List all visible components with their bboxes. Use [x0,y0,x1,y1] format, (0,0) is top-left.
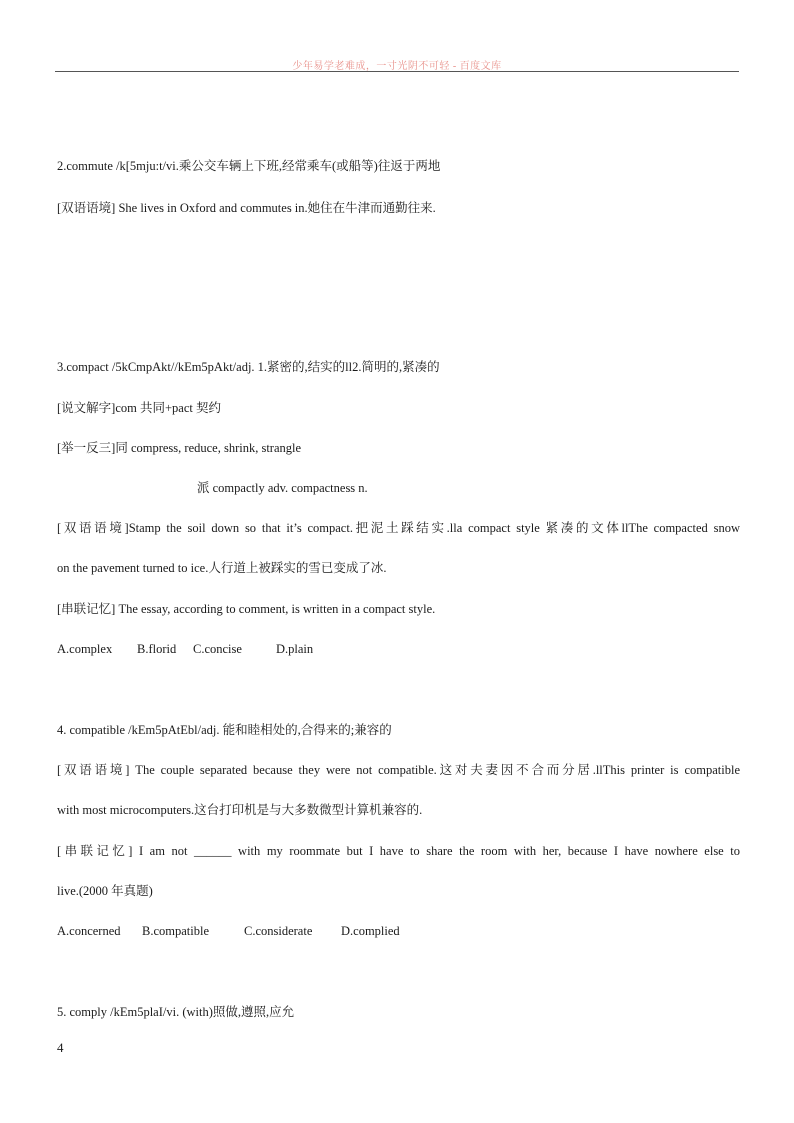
header-divider [55,71,739,72]
entry-headword-compact: 3.compact /5kCmpAkt//kEm5pAkt/adj. 1.紧密的,结实的ll2.简明的,紧凑的 [57,360,440,374]
option-b: B.florid [137,642,177,656]
entry-options-compact [57,641,313,657]
entry-headword-compatible: 4. compatible /kEm5pAtEbl/adj. 能和睦相处的,合得来的;兼容的 [57,723,392,737]
option-a: A.concerned [57,924,121,938]
entry-memory-compatible-1: [串联记忆] I am not ______ with my roommate but I have to share the room with her, because I have nowhere else to [57,844,740,858]
entry-memory-compact: [串联记忆] The essay, according to comment, is written in a compact style. [57,602,436,616]
option-c: C.considerate [244,924,313,938]
page-number: 4 [57,1040,64,1055]
entry-etymology-compact: [说文解字]com 共同+pact 契约 [57,401,221,415]
entry-bilingual-compatible-1: [双语语境] The couple separated because they were not compatible.这对夫妻因不合而分居.llThis printer is compatible [57,763,740,777]
option-c: C.concise [193,642,242,656]
entry-memory-compatible-2: live.(2000 年真题) [57,884,153,898]
entry-options-compatible [57,923,400,939]
option-d: D.plain [276,642,314,656]
option-b: B.compatible [142,924,209,938]
entry-bilingual-compact-1: [双语语境]Stamp the soil down so that it’s compact.把泥土踩结实.lla compact style 紧凑的文体llThe compacted snow [57,521,740,535]
entry-synonyms-compact: [举一反三]同 compress, reduce, shrink, strangle [57,441,302,455]
entry-bilingual-commute: [双语语境] She lives in Oxford and commutes in.她住在牛津而通勤往来. [57,201,436,215]
entry-headword-commute: 2.commute /k[5mju:t/vi.乘公交车辆上下班,经常乘车(或船等)往返于两地 [57,159,441,173]
entry-bilingual-compatible-2: with most microcomputers.这台打印机是与大多数微型计算机兼容的. [57,803,423,817]
entry-derived-compact: 派 compactly adv. compactness n. [197,481,368,495]
entry-bilingual-compact-2: on the pavement turned to ice.人行道上被踩实的雪已变成了冰. [57,561,387,575]
option-a: A.complex [57,642,113,656]
header-text: 少年易学老难成，一寸光阴不可轻 - 百度文库 [292,61,502,72]
entry-headword-comply: 5. comply /kEm5plaI/vi. (with)照做,遵照,应允 [57,1005,295,1019]
option-d: D.complied [341,924,400,938]
